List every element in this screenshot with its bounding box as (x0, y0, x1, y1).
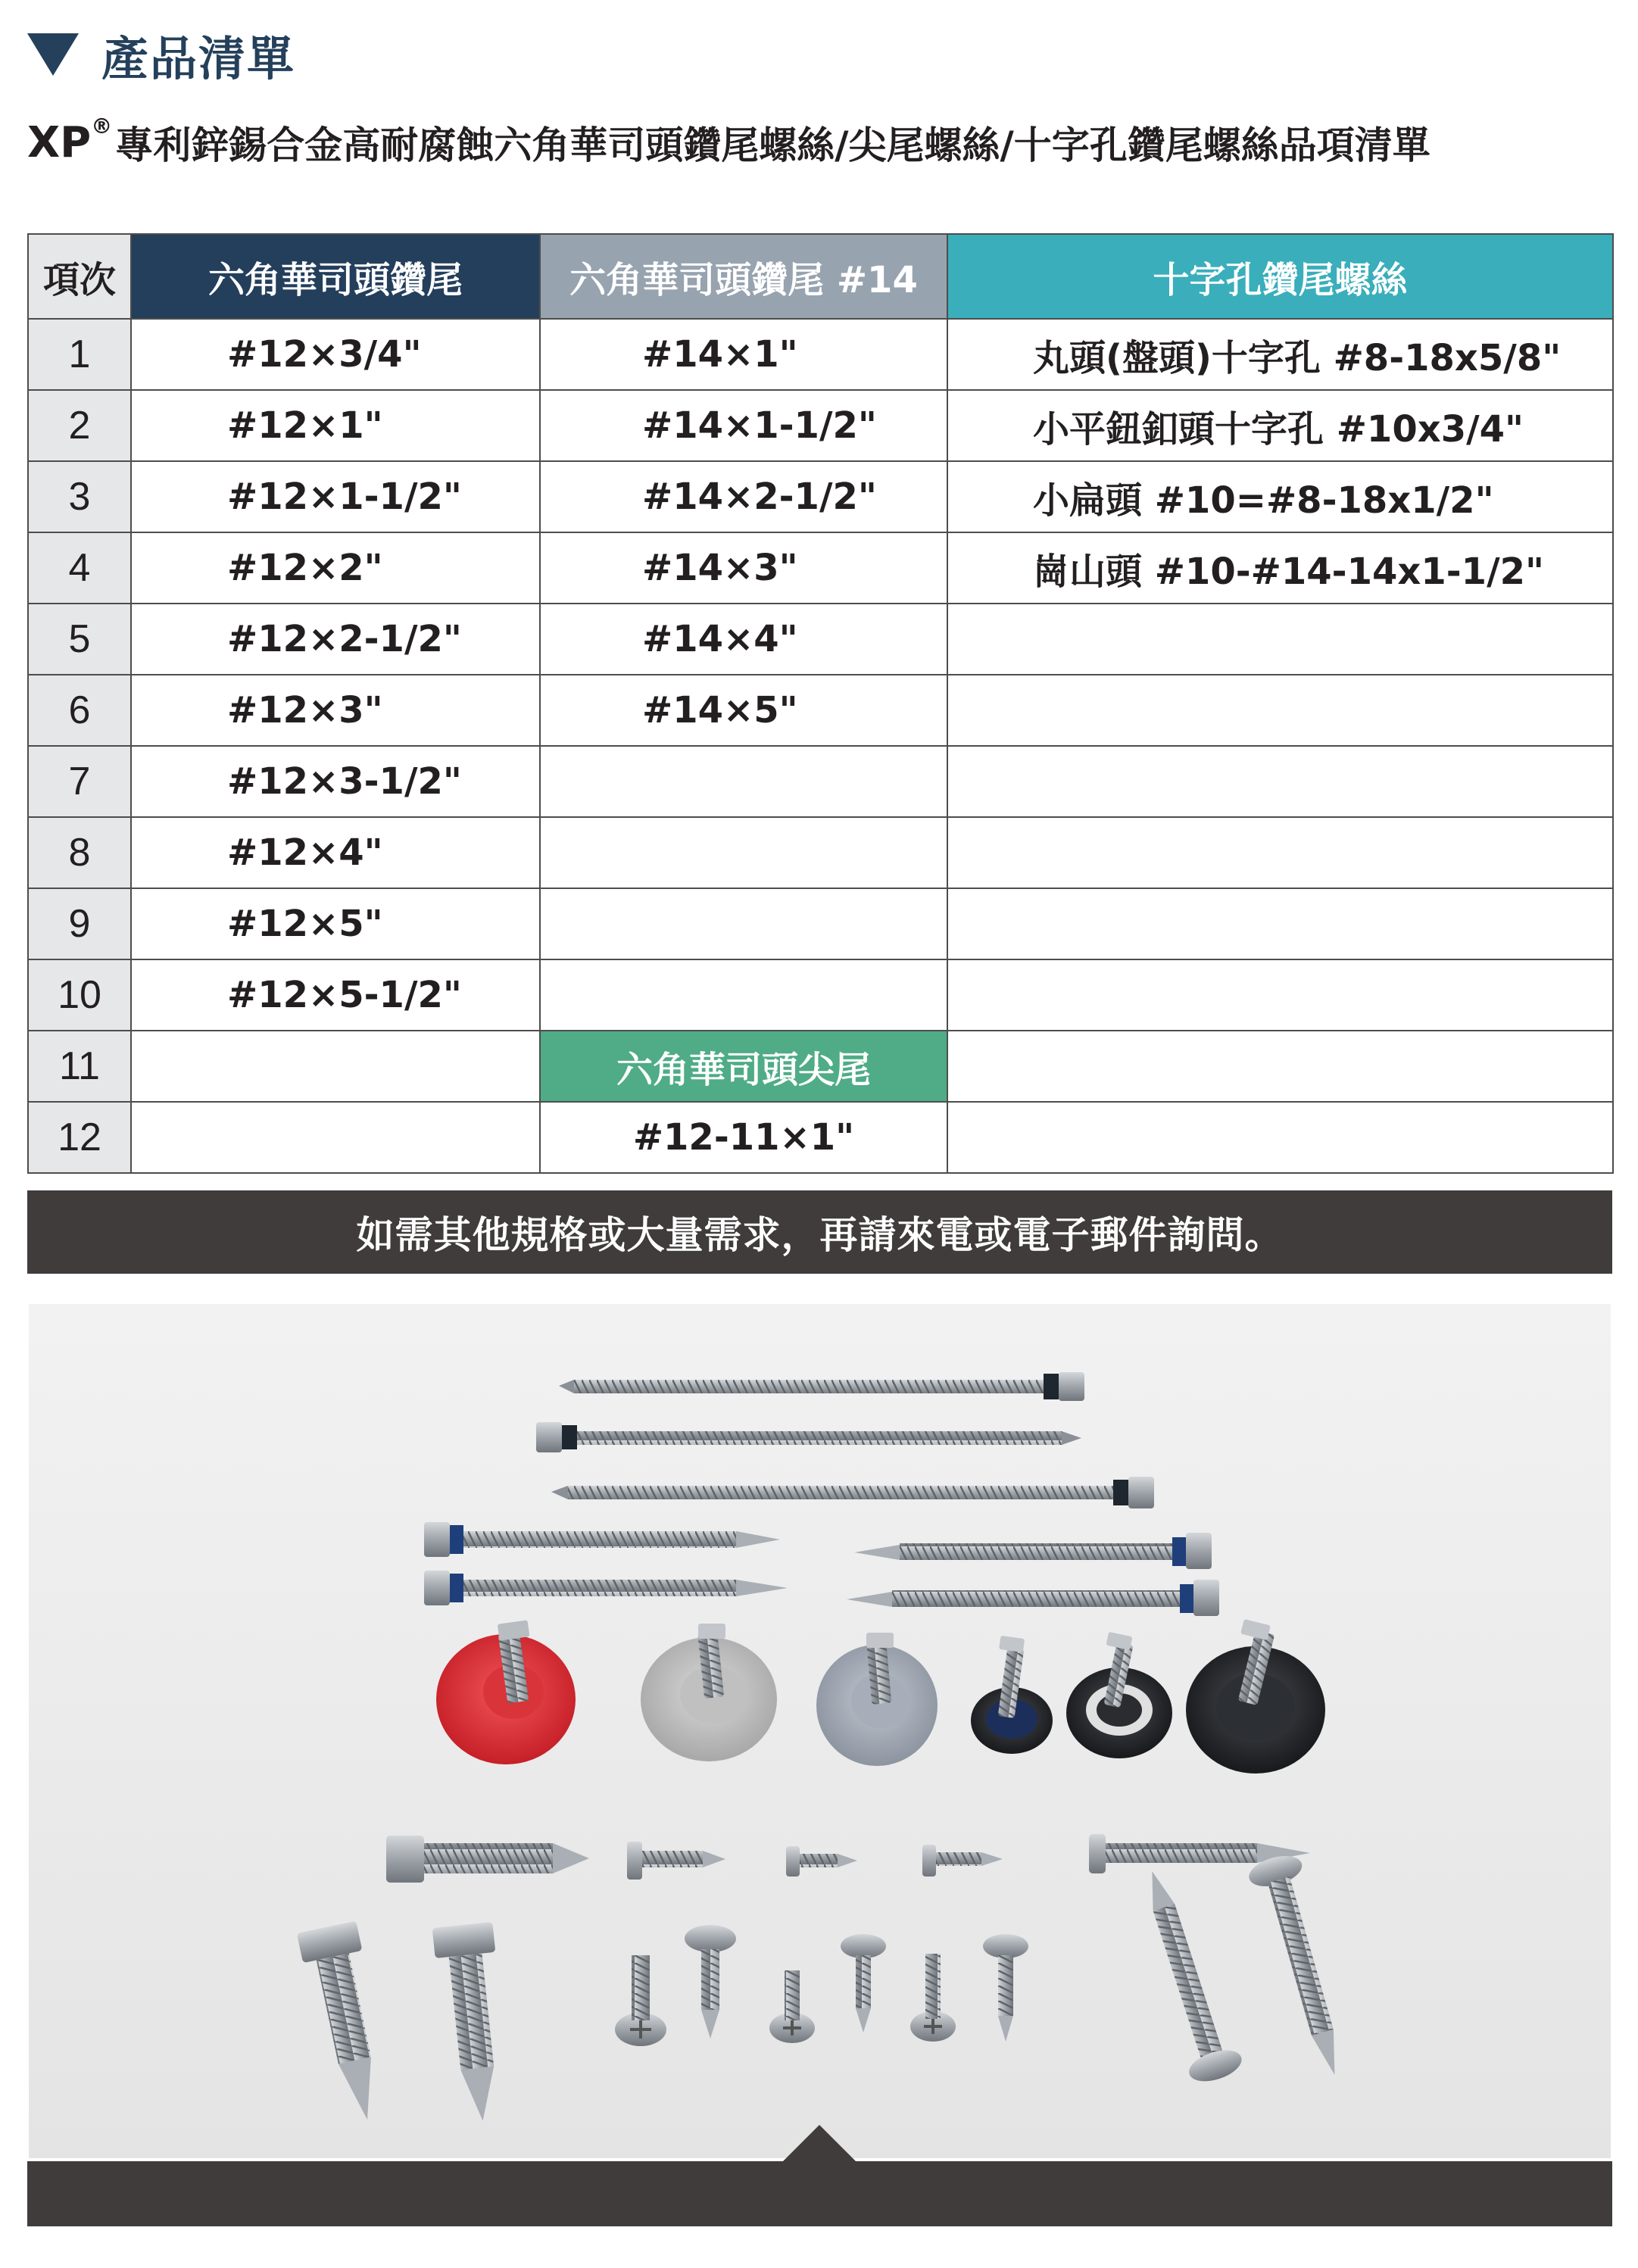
table-row (28, 1031, 1613, 1102)
triangle-down-icon (27, 33, 79, 76)
column-header-hex-washer-drill-14: 六角華司頭鑽尾 #14 (540, 234, 947, 319)
spec-hex-washer-drill: #12×4" (131, 817, 540, 888)
spec-hex-washer-drill: #12×5" (131, 888, 540, 959)
section-header (27, 24, 295, 85)
subtitle-text: 專利鋅錫合金高耐腐蝕六角華司頭鑽尾螺絲/尖尾螺絲/十字孔鑽尾螺絲品項清單 (115, 123, 1431, 167)
spec-hex-washer-drill-14: #14×5" (540, 675, 947, 746)
row-index: 12 (28, 1102, 131, 1173)
product-spec-table (27, 233, 1614, 1174)
spec-hex-washer-drill: #12×3/4" (131, 319, 540, 390)
table-header-row (28, 234, 1613, 319)
row-index: 9 (28, 888, 131, 959)
spec-hex-washer-drill: #12×2" (131, 532, 540, 604)
spec-phillips-drill: 小平鈕釦頭十字孔 #10x3/4" (947, 390, 1613, 461)
caption-notch (783, 2125, 856, 2161)
row-index: 6 (28, 675, 131, 746)
caption-bar (27, 2161, 1612, 2226)
product-photo (29, 1304, 1611, 2158)
row-index: 3 (28, 461, 131, 532)
spec-hex-washer-drill (131, 1031, 540, 1102)
spec-hex-washer-drill: #12×3-1/2" (131, 746, 540, 817)
row-index: 2 (28, 390, 131, 461)
spec-hex-washer-pointed: #12-11×1" (540, 1102, 947, 1173)
table-row (28, 532, 1613, 604)
table-row (28, 746, 1613, 817)
spec-hex-washer-drill-14: #14×1" (540, 319, 947, 390)
spec-phillips-drill (947, 817, 1613, 888)
table-row (28, 888, 1613, 959)
spec-hex-washer-drill-14 (540, 888, 947, 959)
column-header-phillips-drill: 十字孔鑽尾螺絲 (947, 234, 1613, 319)
table-row (28, 959, 1613, 1031)
column-header-index: 項次 (28, 234, 131, 319)
product-list-subtitle (27, 112, 1431, 173)
table-row (28, 319, 1613, 390)
spec-phillips-drill: 小扁頭 #10=#8-18x1/2" (947, 461, 1613, 532)
row-index: 7 (28, 746, 131, 817)
row-index: 4 (28, 532, 131, 604)
inquiry-notice-bar (27, 1190, 1612, 1274)
spec-phillips-drill (947, 888, 1613, 959)
spec-hex-washer-drill: #12×1" (131, 390, 540, 461)
spec-phillips-drill (947, 1031, 1613, 1102)
table-row (28, 461, 1613, 532)
spec-hex-washer-drill-14: #14×1-1/2" (540, 390, 947, 461)
registered-mark: ® (91, 113, 113, 139)
spec-phillips-drill (947, 1102, 1613, 1173)
table-row (28, 1102, 1613, 1173)
row-index: 1 (28, 319, 131, 390)
spec-hex-washer-drill-14 (540, 959, 947, 1031)
spec-hex-washer-drill: #12×5-1/2" (131, 959, 540, 1031)
spec-hex-washer-drill-14: #14×4" (540, 604, 947, 675)
row-index: 11 (28, 1031, 131, 1102)
spec-hex-washer-drill-14 (540, 817, 947, 888)
inquiry-notice-text: 如需其他規格或大量需求，再請來電或電子郵件詢問。 (356, 1213, 1284, 1257)
spec-phillips-drill (947, 675, 1613, 746)
table-row (28, 604, 1613, 675)
spec-phillips-drill: 丸頭(盤頭)十字孔 #8-18x5/8" (947, 319, 1613, 390)
column-header-hex-washer-drill: 六角華司頭鑽尾 (131, 234, 540, 319)
spec-phillips-drill: 崗山頭 #10-#14-14x1-1/2" (947, 532, 1613, 604)
sub-header-hex-washer-pointed: 六角華司頭尖尾 (540, 1031, 947, 1102)
spec-phillips-drill (947, 604, 1613, 675)
table-row (28, 817, 1613, 888)
row-index: 8 (28, 817, 131, 888)
section-title: 產品清單 (101, 30, 296, 86)
spec-hex-washer-drill (131, 1102, 540, 1173)
row-index: 10 (28, 959, 131, 1031)
brand-name: XP (27, 117, 92, 167)
table-row (28, 675, 1613, 746)
spec-hex-washer-drill: #12×1-1/2" (131, 461, 540, 532)
spec-hex-washer-drill: #12×3" (131, 675, 540, 746)
row-index: 5 (28, 604, 131, 675)
spec-phillips-drill (947, 746, 1613, 817)
spec-hex-washer-drill: #12×2-1/2" (131, 604, 540, 675)
spec-phillips-drill (947, 959, 1613, 1031)
table-row (28, 390, 1613, 461)
spec-hex-washer-drill-14 (540, 746, 947, 817)
spec-hex-washer-drill-14: #14×3" (540, 532, 947, 604)
spec-hex-washer-drill-14: #14×2-1/2" (540, 461, 947, 532)
